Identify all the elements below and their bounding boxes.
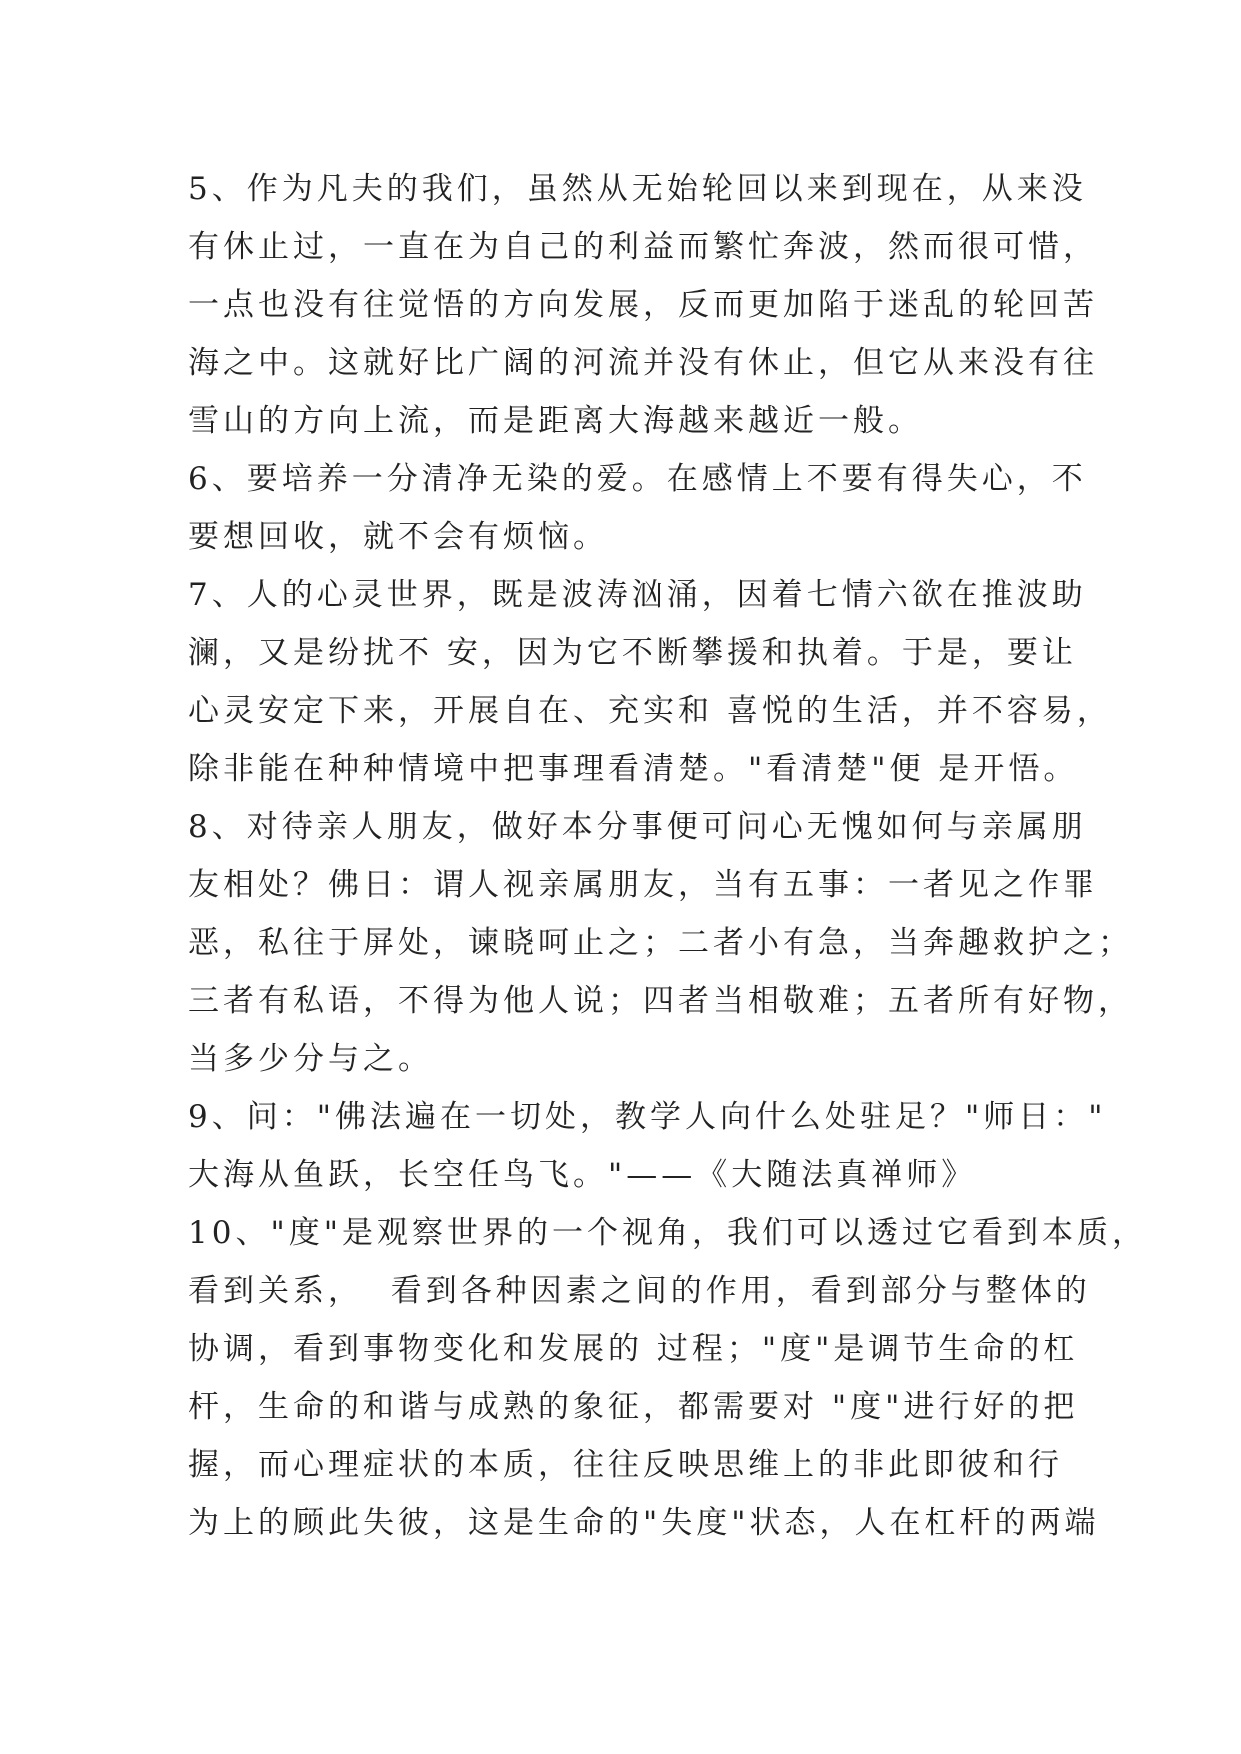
text-line: 一点也没有往觉悟的方向发展，反而更加陷于迷乱的轮回苦 xyxy=(188,287,1098,323)
text-line: 5、作为凡夫的我们，虽然从无始轮回以来到现在，从来没 xyxy=(188,171,1087,207)
text-line: 8、对待亲人朋友，做好本分事便可问心无愧如何与亲属朋 xyxy=(188,809,1087,845)
text-line: 协调，看到事物变化和发展的 过程；"度"是调节生命的杠 xyxy=(188,1331,1079,1367)
text-line: 看到关系， 看到各种因素之间的作用，看到部分与整体的 xyxy=(188,1273,1091,1309)
text-line: 海之中。这就好比广阔的河流并没有休止，但它从来没有往 xyxy=(188,345,1098,381)
text-line: 9、问："佛法遍在一切处，教学人向什么处驻足？"师日：" xyxy=(188,1099,1107,1135)
text-line: 友相处？佛日：谓人视亲属朋友，当有五事：一者见之作罪 xyxy=(188,867,1098,903)
text-line: 7、人的心灵世界，既是波涛汹涌，因着七情六欲在推波助 xyxy=(188,577,1087,613)
text-line: 要想回收，就不会有烦恼。 xyxy=(188,519,608,555)
text-line: 雪山的方向上流，而是距离大海越来越近一般。 xyxy=(188,403,923,439)
text-line: 10、"度"是观察世界的一个视角，我们可以透过它看到本质， xyxy=(188,1215,1147,1251)
text-line: 有休止过，一直在为自己的利益而繁忙奔波，然而很可惜， xyxy=(188,229,1098,265)
document-body xyxy=(188,160,1147,1552)
text-line: 澜，又是纷扰不 安，因为它不断攀援和执着。于是，要让 xyxy=(188,635,1077,671)
text-line: 为上的顾此失彼，这是生命的"失度"状态，人在杠杆的两端 xyxy=(188,1505,1100,1541)
text-line: 6、要培养一分清净无染的爱。在感情上不要有得失心，不 xyxy=(188,461,1087,497)
text-line: 心灵安定下来，开展自在、充实和 喜悦的生活，并不容易， xyxy=(188,693,1112,729)
text-line: 杆，生命的和谐与成熟的象征，都需要对 "度"进行好的把 xyxy=(188,1389,1079,1425)
text-line: 恶，私往于屏处，谏晓呵止之；二者小有急，当奔趣救护之； xyxy=(188,925,1133,961)
text-line: 握，而心理症状的本质，往往反映思维上的非此即彼和行 xyxy=(188,1447,1063,1483)
text-line: 大海从鱼跃，长空任鸟飞。"——《大随法真禅师》 xyxy=(188,1157,977,1193)
text-line: 三者有私语，不得为他人说；四者当相敬难；五者所有好物， xyxy=(188,983,1133,1019)
text-line: 除非能在种种情境中把事理看清楚。"看清楚"便 是开悟。 xyxy=(188,751,1079,787)
text-line: 当多少分与之。 xyxy=(188,1041,433,1077)
